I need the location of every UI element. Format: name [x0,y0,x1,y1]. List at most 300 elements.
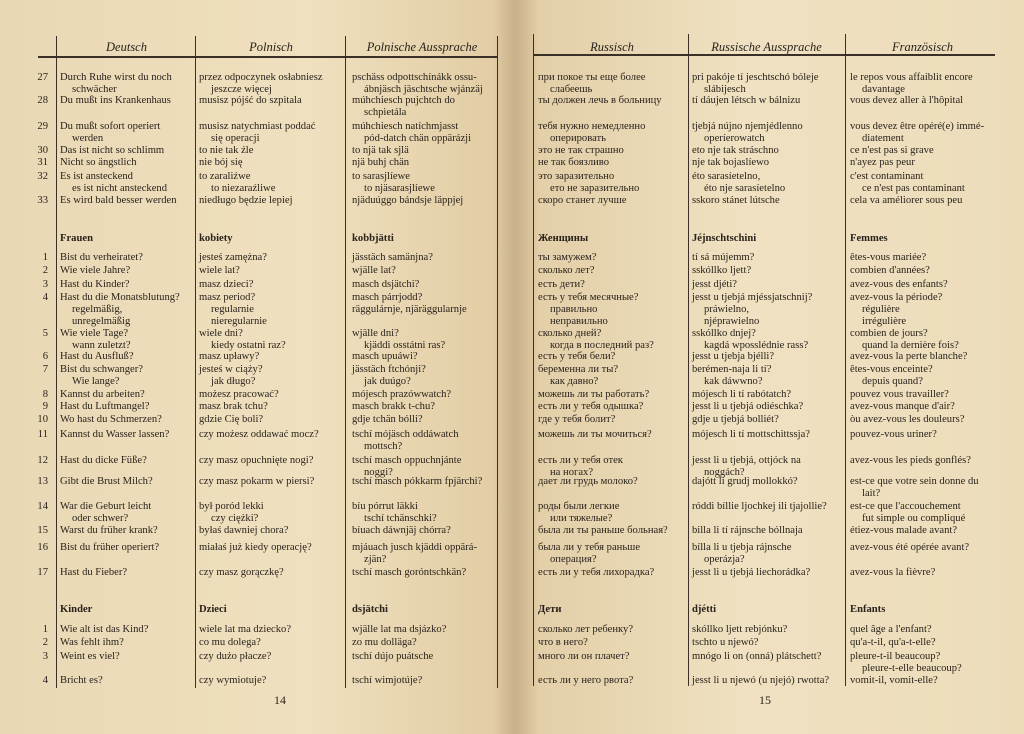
text-line: это не так страшно [538,145,624,156]
text-line: sskoro stánet lútsche [692,195,780,206]
text-line: operázja? [704,554,745,565]
cell-french [850,252,926,264]
text-line: ce n'est pas si grave [850,145,934,156]
cell-polish [199,351,259,363]
text-line: Hast du Kinder? [60,279,130,290]
text-line: jak długo? [211,376,256,387]
text-line: есть у тебя бели? [538,351,616,362]
cell-german [60,195,177,207]
text-line: Wie lange? [72,376,120,387]
cell-german [60,389,145,401]
section-heading-french [850,233,888,245]
text-line: przez odpoczynek osłabniesz [199,72,323,83]
text-line: slábijesch [704,84,746,95]
text-line: òu avez-vous les douleurs? [850,414,965,425]
cell-russian [538,389,649,401]
text-line: gdje tchän bólli? [352,414,423,425]
text-line: sskóllko dnjej? [692,328,756,339]
text-line: avez-vous les pieds gonflés? [850,455,971,466]
page-number: 14 [274,693,286,707]
cell-russian-pronunciation [692,542,791,566]
text-line: masz upławy? [199,351,260,362]
text-line: vomit-il, vomit-elle? [850,675,938,686]
cell-german [60,145,164,157]
text-line: múhchiesch natíchmjasst [352,121,459,132]
text-line: есть дети? [538,279,585,290]
text-line: tschto u njewó? [692,637,759,648]
text-line: была ли ты раньше больная? [538,525,668,536]
text-line: jesst u tjebjá mjéssjatschnij? [692,292,813,303]
row-number: 2 [42,265,48,276]
cell-french [850,476,979,500]
text-line: операция? [550,554,597,565]
cell-polish-pronunciation [352,364,426,388]
text-line: Hast du die Monatsblutung? [60,292,180,303]
text-line: masch párrjodd? [352,292,423,303]
text-line: можешь ли ты мочиться? [538,429,652,440]
text-line: wiele dni? [199,328,243,339]
text-line: fut simple ou compliqué [862,513,966,524]
row-number: 27 [37,72,48,83]
column-divider [688,34,689,686]
row-number: 29 [37,121,48,132]
text-line: wjälle lat ma dsjázko? [352,624,447,635]
cell-russian-pronunciation [692,624,787,636]
text-line: le repos vous affaiblit encore [850,72,973,83]
cell-french [850,364,933,388]
cell-russian-pronunciation [692,675,829,687]
text-line: Das ist nicht so schlimm [60,145,165,156]
cell-french [850,455,971,467]
section-heading-polish-pronunciation [352,233,394,245]
cell-german [60,624,148,636]
cell-polish-pronunciation [352,279,419,291]
cell-russian-pronunciation [692,525,803,537]
text-line: Jéjnschtschini [692,233,757,244]
text-line: была ли у тебя раньше [538,542,641,553]
text-line: wann zuletzt? [72,340,131,351]
text-line: masz brak tchu? [199,401,268,412]
text-line: regularnie [211,304,254,315]
cell-polish [199,401,268,413]
text-line: jesst li u tjebjá liechorádka? [692,567,811,578]
text-line: unregelmäßig [72,316,131,327]
text-line: сколько дней? [538,328,602,339]
cell-russian [538,351,615,363]
cell-french [850,414,964,426]
text-line: Es wird bald besser werden [60,195,177,206]
cell-german [60,675,103,687]
column-header-deutsch: Deutsch [106,40,147,54]
text-line: zjän? [364,554,387,565]
cell-polish-pronunciation [352,501,437,525]
cell-polish [199,429,319,441]
text-line: ето не заразительно [550,183,640,194]
cell-polish [199,637,261,649]
row-number: 14 [37,501,48,512]
cell-german [60,292,180,328]
text-line: räggulárnje, njäräggularnje [352,304,467,315]
row-number: 1 [42,624,48,635]
text-line: to nie tak źle [199,145,254,156]
text-line: есть ли у тебя лихорадка? [538,567,655,578]
text-line: дает ли грудь молоко? [538,476,638,487]
cell-french [850,157,915,169]
text-line: ты замужем? [538,252,597,263]
cell-french [850,171,965,195]
text-line: avez-vous des enfants? [850,279,948,290]
text-line: не так боязливо [538,157,610,168]
cell-russian [538,252,596,264]
text-line: berémen-naja li tí? [692,364,772,375]
text-line: Kannst du Wasser lassen? [60,429,170,440]
text-line: wiele lat? [199,265,240,276]
row-number: 4 [42,675,48,686]
text-line: to niezaraźliwe [211,183,276,194]
text-line: Du mußt ins Krankenhaus [60,95,171,106]
section-heading-russian-pronunciation [692,233,756,245]
row-number: 16 [37,542,48,553]
cell-russian [538,675,633,687]
text-line: masch dsjätchi? [352,279,420,290]
section-heading-german [60,233,93,245]
cell-russian [538,145,624,157]
cell-german [60,95,171,107]
text-line: mójesch li tí rabótatch? [692,389,792,400]
cell-russian-pronunciation [692,157,769,169]
cell-polish [199,195,293,207]
row-number: 10 [37,414,48,425]
text-line: nieregularnie [211,316,267,327]
text-line: беременна ли ты? [538,364,619,375]
text-line: сколько лет ребенку? [538,624,634,635]
cell-polish-pronunciation [352,328,445,352]
cell-polish [199,328,286,352]
row-number: 4 [42,292,48,303]
text-line: jesst li u tjebjá odiéschka? [692,401,804,412]
text-line: nje tak bojaslíewo [692,157,770,168]
text-line: czy wymiotuje? [199,675,267,686]
text-line: Nicht so ängstlich [60,157,137,168]
text-line: Wie alt ist das Kind? [60,624,149,635]
text-line: pouvez-vous uriner? [850,429,937,440]
text-line: noggách? [704,467,745,478]
cell-french [850,637,936,649]
cell-russian-pronunciation [692,292,812,328]
cell-russian-pronunciation [692,195,780,207]
text-line: depuis quand? [862,376,923,387]
text-line: lait? [862,488,881,499]
text-line: avez-vous manque d'air? [850,401,955,412]
text-line: avez-vous la fièvre? [850,567,936,578]
text-line: régulière [862,304,900,315]
cell-russian-pronunciation [692,429,810,441]
text-line: тебя нужно немедленно [538,121,646,132]
cell-polish-pronunciation [352,429,459,453]
cell-russian [538,72,645,96]
text-line: Bricht es? [60,675,103,686]
section-heading-russian [538,233,588,245]
cell-polish-pronunciation [352,145,409,157]
text-line: сколько лет? [538,265,595,276]
cell-russian-pronunciation [692,414,779,426]
text-line: bíuach dáwnjäj chórra? [352,525,451,536]
text-line: mjáuach jusch kjäddi oppärá- [352,542,478,553]
text-line: pleure-t-elle beaucoup? [862,663,962,674]
cell-french [850,145,934,157]
cell-french [850,501,965,525]
cell-polish [199,252,267,264]
text-line: tschí masch oppuchnjánte [352,455,462,466]
cell-polish [199,651,271,663]
text-line: możesz pracować? [199,389,279,400]
cell-polish-pronunciation [352,265,396,277]
text-line: pschäss odpottschínákk ossu- [352,72,477,83]
cell-russian-pronunciation [692,501,827,513]
cell-polish-pronunciation [352,195,463,207]
section-heading-russian-pronunciation [692,604,716,616]
text-line: kiedy ostatni raz? [211,340,286,351]
text-line: práwielno, [704,304,750,315]
cell-polish [199,414,263,426]
text-line: njä buhj chän [352,157,410,168]
text-line: kagdá wposslédnie rass? [704,340,809,351]
column-header-russische-aussprache: Russische Aussprache [711,40,822,54]
cell-russian [538,157,609,169]
cell-russian [538,542,640,566]
cell-polish [199,675,266,687]
text-line: avez-vous été opérée avant? [850,542,970,553]
cell-russian [538,328,654,352]
section-heading-polish-pronunciation [352,604,388,616]
cell-french [850,265,930,277]
text-line: jesst u tjebja bjélli? [692,351,775,362]
cell-polish-pronunciation [352,157,409,169]
cell-russian [538,364,618,388]
text-line: Weint es viel? [60,651,120,662]
cell-russian [538,501,619,525]
text-line: скоро станет лучше [538,195,627,206]
text-line: War die Geburt leicht [60,501,152,512]
text-line: czy możesz oddawać mocz? [199,429,319,440]
text-line: Wie viele Tage? [60,328,129,339]
cell-russian [538,401,643,413]
text-line: kak dáwwno? [704,376,763,387]
cell-polish [199,95,302,107]
text-line: tschí tchänschki? [364,513,437,524]
cell-russian [538,292,638,328]
text-line: éto sarasíetelno, [692,171,761,182]
text-line: Gibt die Brust Milch? [60,476,153,487]
text-line: tí sá mújemm? [692,252,755,263]
text-line: на ногах? [550,467,594,478]
column-divider [497,36,498,688]
cell-polish-pronunciation [352,171,435,195]
cell-russian [538,121,645,145]
text-line: Kannst du arbeiten? [60,389,145,400]
text-line: njäduúggo bándsje läppjej [352,195,464,206]
cell-russian-pronunciation [692,145,779,157]
text-line: avez-vous la période? [850,292,943,303]
row-number: 12 [37,455,48,466]
header-rule [533,54,995,56]
cell-polish-pronunciation [352,252,433,264]
cell-russian-pronunciation [692,389,791,401]
section-heading-russian [538,604,561,616]
text-line: Was fehlt ihm? [60,637,124,648]
text-line: ce n'est pas contaminant [862,183,965,194]
text-line: quel âge a l'enfant? [850,624,932,635]
cell-german [60,525,158,537]
text-line: когда в последний раз? [550,340,654,351]
text-line: есть ли у тебя отек [538,455,623,466]
cell-russian-pronunciation [692,121,803,145]
text-line: tschí mójäsch oddáwatch [352,429,459,440]
cell-polish [199,265,240,277]
text-line: jesst djéti? [692,279,738,290]
text-line: jässtäch samänjna? [352,252,433,263]
column-header-franzoesisch: Französisch [891,40,954,54]
text-line: operíerowatch [704,133,765,144]
cell-polish [199,542,312,554]
text-line: jesst li u njewó (u njejó) rwotta? [692,675,830,686]
text-line: musisz pójść do szpitala [199,95,302,106]
text-line: kobbjätti [352,233,394,244]
cell-french [850,567,935,579]
text-line: dajótt li grudj mollokkó? [692,476,798,487]
text-line: się operacji [211,133,260,144]
text-line: njéprawielno [704,316,760,327]
text-line: много ли он плачет? [538,651,630,662]
row-number: 5 [42,328,48,339]
text-line: tí dáujen létsch w bálnizu [692,95,801,106]
cell-german [60,72,172,96]
text-line: diatement [862,133,904,144]
text-line: Femmes [850,233,888,244]
text-line: czy masz gorączkę? [199,567,284,578]
cell-french [850,95,963,107]
section-heading-french [850,604,885,616]
text-line: mójesch prazówwatch? [352,389,452,400]
text-line: werden [72,133,104,144]
text-line: gdzie Cię boli? [199,414,264,425]
text-line: skóllko ljett rebjónku? [692,624,788,635]
text-line: Du mußt sofort operiert [60,121,161,132]
text-line: masch upuáwi? [352,351,418,362]
cell-polish-pronunciation [352,476,482,488]
text-line: правильно [550,304,598,315]
cell-russian-pronunciation [692,95,800,107]
cell-polish-pronunciation [352,525,451,537]
text-line: есть ли у тебя одышка? [538,401,644,412]
cell-german [60,364,143,388]
text-line: nie bój się [199,157,243,168]
text-line: vous devez aller à l'hôpital [850,95,964,106]
text-line: to sarasjlíewe [352,171,410,182]
text-line: Kinder [60,604,93,615]
section-heading-polish [199,233,233,245]
text-line: слабеешь [550,84,593,95]
cell-german [60,157,137,169]
text-line: co mu dolega? [199,637,261,648]
cell-german [60,414,162,426]
text-line: es ist nicht ansteckend [72,183,168,194]
cell-russian-pronunciation [692,401,803,413]
page-number: 15 [759,693,771,707]
text-line: ábnjäsch jäschtsche wjánzäj [364,84,483,95]
text-line: bílla li u tjebja rájnsche [692,542,792,553]
cell-polish-pronunciation [352,121,471,145]
cell-polish-pronunciation [352,414,423,426]
text-line: byłaś dawniej chora? [199,525,289,536]
text-line: что в него? [538,637,588,648]
column-divider [195,36,196,688]
cell-polish [199,476,314,488]
text-line: Hast du dicke Füße? [60,455,147,466]
cell-russian-pronunciation [692,651,821,663]
text-line: czy masz opuchnięte nogi? [199,455,314,466]
cell-polish-pronunciation [352,651,433,663]
column-divider [533,34,534,686]
cell-german [60,328,131,352]
text-line: niedługo będzie lepiej [199,195,293,206]
text-line: êtes-vous mariée? [850,252,927,263]
cell-french [850,292,942,328]
row-number: 1 [42,252,48,263]
column-header-polnisch: Polnisch [249,40,293,54]
text-line: to zaraliźwe [199,171,251,182]
text-line: Дети [538,604,562,615]
text-line: c'est contaminant [850,171,924,182]
cell-russian-pronunciation [692,567,810,579]
text-line: kobiety [199,233,233,244]
cell-german [60,651,120,663]
text-line: múhchiesch pujchtch do [352,95,455,106]
cell-german [60,171,167,195]
text-line: это заразительно [538,171,615,182]
text-line: Wo hast du Schmerzen? [60,414,162,425]
cell-german [60,567,127,579]
cell-polish [199,157,243,169]
row-number: 8 [42,389,48,400]
text-line: eto nje tak stráschno [692,145,779,156]
cell-russian-pronunciation [692,328,808,352]
text-line: to njäsarasjlíewe [364,183,435,194]
cell-french [850,401,955,413]
text-line: czy masz pokarm w piersi? [199,476,315,487]
text-line: bíu pórrut läkki [352,501,418,512]
text-line: или тяжелые? [550,513,613,524]
text-line: n'ayez pas peur [850,157,915,168]
text-line: Es ist ansteckend [60,171,133,182]
cell-french [850,624,932,636]
text-line: можешь ли ты работать? [538,389,650,400]
section-heading-polish [199,604,227,616]
cell-german [60,279,129,291]
cell-russian-pronunciation [692,637,759,649]
row-number: 15 [37,525,48,536]
text-line: wjälle dni? [352,328,399,339]
header-rule [38,56,498,58]
text-line: to njä tak sjlä [352,145,409,156]
text-line: pód-datch chän oppärázji [364,133,472,144]
text-line: gdje u tjebjá bolliét? [692,414,779,425]
cell-russian [538,525,668,537]
text-line: Hast du Luftmangel? [60,401,150,412]
text-line: jesst li u tjebjá, ottjóck na [692,455,801,466]
text-line: как давно? [550,376,599,387]
text-line: Warst du früher krank? [60,525,158,536]
